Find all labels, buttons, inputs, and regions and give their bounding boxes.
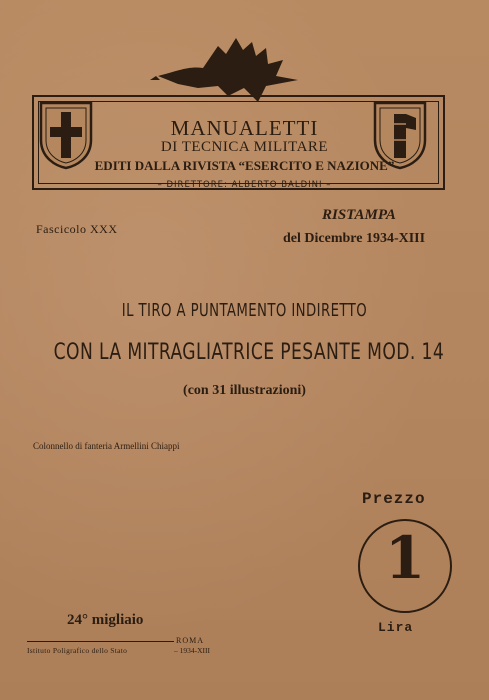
imprint-city: ROMA bbox=[176, 636, 205, 645]
series-title: MANUALETTI bbox=[170, 116, 319, 140]
edition-count: 24° migliaio bbox=[67, 612, 144, 628]
price-value: 1 bbox=[384, 524, 426, 592]
series-publisher: EDITI DALLA RIVISTA “ESERCITO E NAZIONE” bbox=[94, 158, 395, 173]
imprint-year: – 1934-XIII bbox=[174, 646, 211, 655]
fascicolo-number: Fascicolo XXX bbox=[36, 222, 118, 236]
author-line: Colonnello di fanteria Armellini Chiappi bbox=[33, 441, 180, 451]
illustrations-note: (con 31 illustrazioni) bbox=[183, 383, 306, 398]
series-director: – DIRETTORE: ALBERTO BALDINI – bbox=[157, 180, 332, 190]
title-line-2: CON LA MITRAGLIATRICE PESANTE MOD. 14 bbox=[53, 340, 445, 365]
price-currency: Lira bbox=[378, 620, 414, 635]
title-line-1: IL TIRO A PUNTAMENTO INDIRETTO bbox=[121, 300, 368, 321]
imprint-institute: Istituto Poligrafico dello Stato bbox=[27, 646, 128, 655]
price-label: Prezzo bbox=[362, 490, 426, 508]
reprint-date: del Dicembre 1934-XIII bbox=[283, 231, 426, 246]
reprint-label: RISTAMPA bbox=[322, 207, 396, 223]
imprint-divider bbox=[27, 641, 174, 642]
series-subtitle: DI TECNICA MILITARE bbox=[160, 139, 329, 155]
